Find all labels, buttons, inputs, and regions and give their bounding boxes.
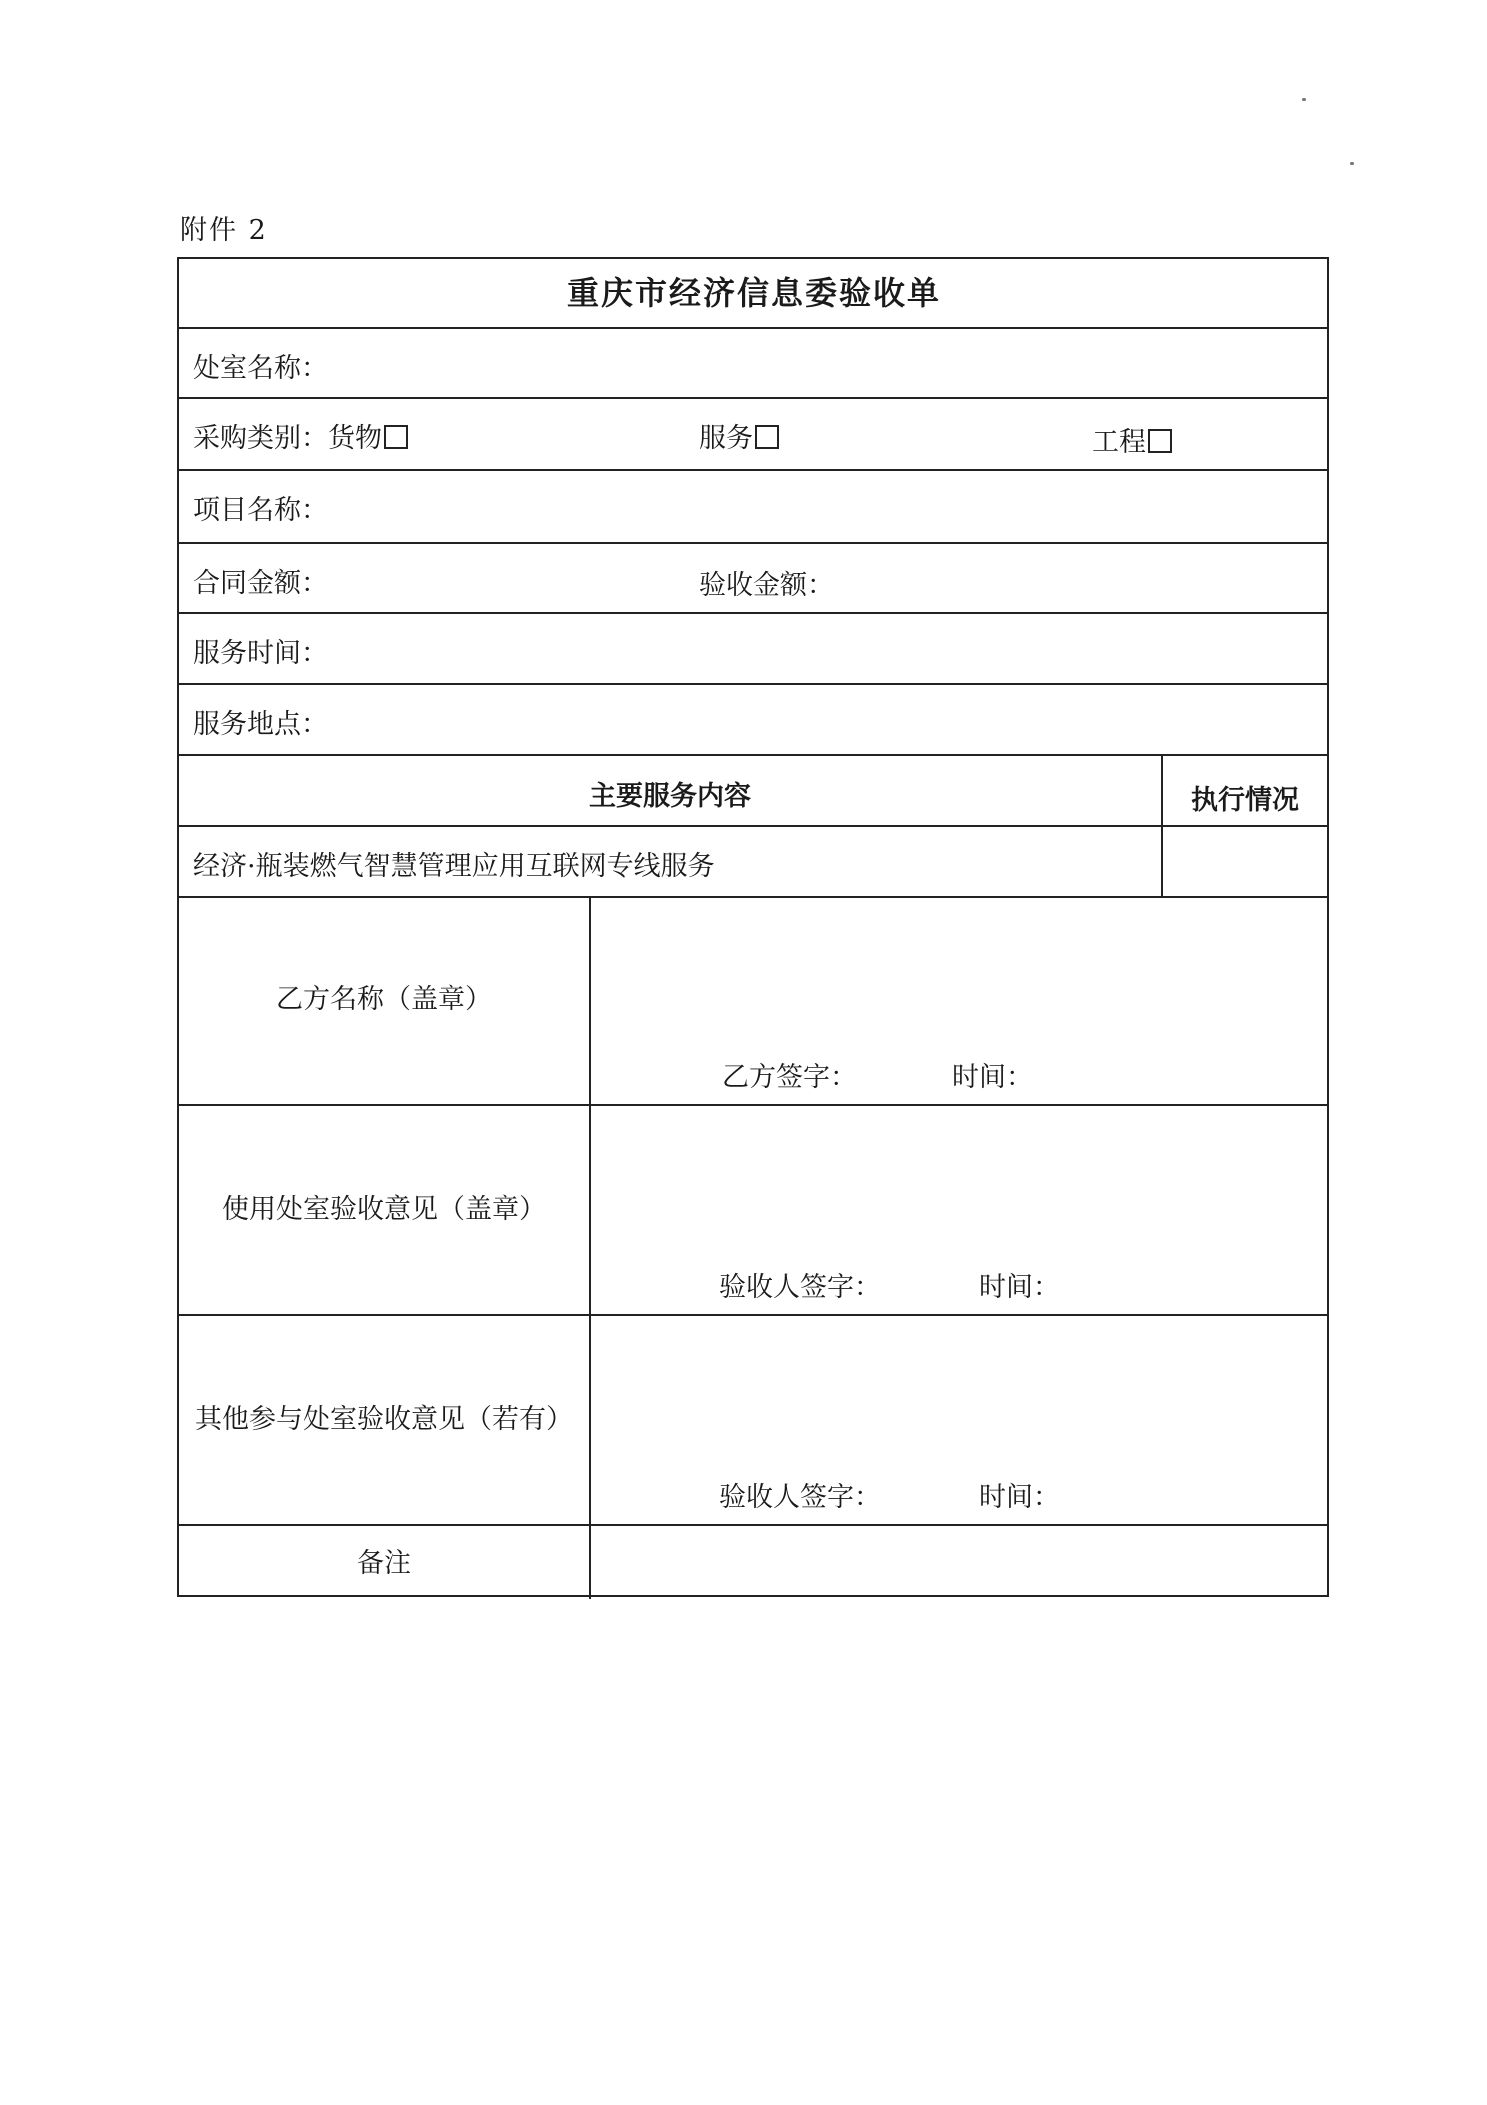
row-divider [179, 469, 1329, 471]
execution-status-header: 执行情况 [1191, 785, 1299, 816]
row-divider [179, 542, 1329, 544]
row-divider [179, 1314, 1329, 1316]
other-dept-opinion-label: 其他参与处室验收意见（若有） [195, 1404, 573, 1435]
row-divider [179, 1104, 1329, 1106]
using-dept-opinion-label: 使用处室验收意见（盖章） [222, 1194, 546, 1225]
row-divider [179, 754, 1329, 756]
services-checkbox[interactable] [755, 425, 779, 449]
row-divider [179, 896, 1329, 898]
other-dept-time-label: 时间： [979, 1482, 1060, 1513]
row-divider [179, 1524, 1329, 1526]
service-location-label: 服务地点： [193, 709, 328, 740]
using-dept-signature-label: 验收人签字： [719, 1272, 881, 1303]
form-title: 重庆市经济信息委验收单 [566, 274, 941, 312]
using-dept-time-label: 时间： [979, 1272, 1060, 1303]
attachment-label: 附件 2 [180, 215, 268, 246]
column-divider [1161, 754, 1163, 896]
scan-speck [1302, 98, 1306, 101]
row-divider [179, 327, 1329, 329]
party-b-time-label: 时间： [952, 1062, 1033, 1093]
row-divider [179, 612, 1329, 614]
scan-speck [1350, 162, 1354, 165]
procurement-type-label: 采购类别：货物 [193, 425, 408, 452]
column-divider [589, 896, 591, 1599]
party-b-signature-label: 乙方签字： [722, 1062, 857, 1093]
party-b-name-label: 乙方名称（盖章） [276, 984, 492, 1015]
service-time-label: 服务时间： [193, 638, 328, 669]
department-label: 处室名称： [193, 353, 328, 384]
other-dept-signature-label: 验收人签字： [719, 1482, 881, 1513]
services-option-label: 服务 [699, 425, 779, 452]
goods-checkbox[interactable] [384, 425, 408, 449]
goods-option: 货物 [328, 423, 382, 454]
acceptance-form [177, 257, 1329, 1597]
engineering-option-label: 工程 [1092, 429, 1172, 456]
remarks-label: 备注 [357, 1548, 411, 1579]
project-name-label: 项目名称： [193, 495, 328, 526]
contract-amount-label: 合同金额： [193, 568, 328, 599]
engineering-checkbox[interactable] [1148, 429, 1172, 453]
main-service-content-header: 主要服务内容 [589, 781, 751, 812]
row-divider [179, 683, 1329, 685]
row-divider [179, 397, 1329, 399]
acceptance-amount-label: 验收金额： [699, 570, 834, 601]
service-item: 经济·瓶装燃气智慧管理应用互联网专线服务 [193, 851, 715, 882]
row-divider [179, 825, 1329, 827]
